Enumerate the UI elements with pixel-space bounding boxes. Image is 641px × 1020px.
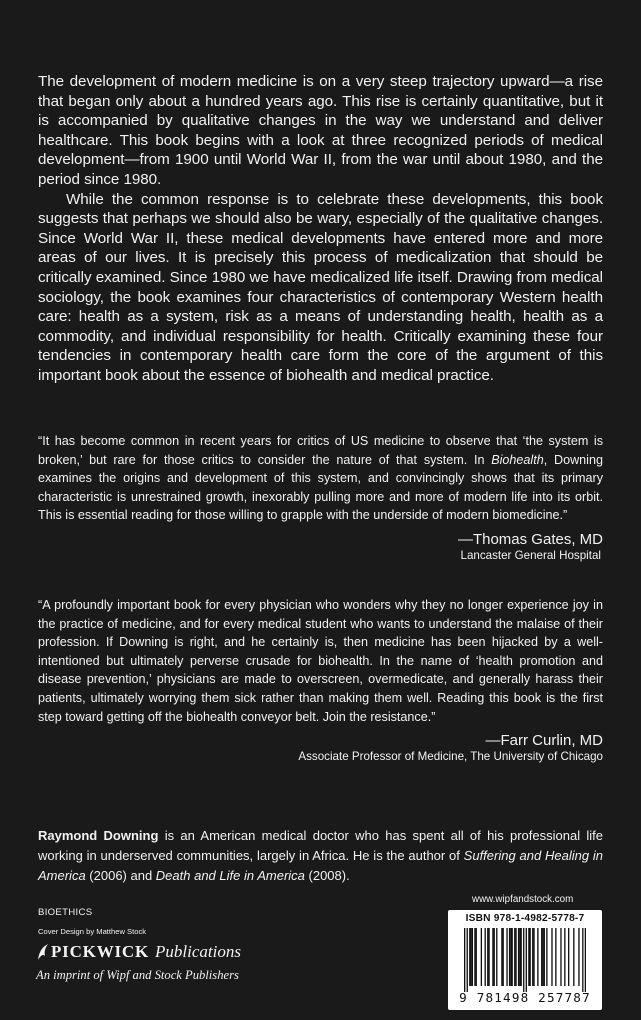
barcode-bar [546,928,547,986]
barcode-bar [481,928,482,986]
publisher-website: www.wipfandstock.com [472,894,574,905]
isbn-label: ISBN 978-1-4982-5778-7 [465,913,585,924]
barcode-bar [476,928,477,986]
barcode-bars [464,928,586,992]
barcode-bar [582,928,583,992]
barcode-bar [526,928,527,992]
book-description [38,72,603,386]
barcode-bar [510,928,511,986]
barcode-bar [585,928,586,992]
barcode-bar [469,928,470,986]
pickwick-bird-icon [36,942,50,962]
barcode-bar [519,928,520,986]
barcode-bar [494,928,495,986]
endorsement-2-affiliation: Associate Professor of Medicine, The University of Chicago [298,750,603,764]
barcode-bar [487,928,488,986]
barcode-bar [472,928,473,986]
endorsement-1-affiliation: Lancaster General Hospital [460,548,601,562]
barcode-bar [464,928,465,992]
isbn-barcode [448,910,602,1010]
barcode-bar [537,928,538,986]
endorsement-1-text: “It has become common in recent years for critics of US medicine to observe that ‘the system is broken,’ but rare for those critics to consider the nature of that system. In Biohealth, Downing examines the origins and development of this system, and convincingly shows that its primary characteristic is unrestrained growth, inexorably pulling more and more of modern life into its orbit. This is essential reading for those willing to grapple with the underside of modern biomedicine.” [38,434,603,523]
barcode-bar [470,928,471,986]
barcode-bar [568,928,569,986]
barcode-bar [542,928,543,986]
barcode-bar [578,928,579,986]
prior-book-2: Death and Life in America [155,868,305,883]
endorsement-2-name: —Farr Curlin, MD [485,732,603,750]
endorsement-1 [38,432,603,563]
barcode-digits: 9 781498 257787 [459,990,591,1005]
barcode-bar [501,928,502,986]
description-paragraph-1: The development of modern medicine is on a very steep trajectory upward—a rise that began only about a hundred years ago. This rise is certainly quantitative, but it is accompanied by qualitative changes in the way we understand and deliver healthcare. This book begins with a look at three recognized periods of medical development—from 1900 until World War II, from the war until about 1980, and the period since 1980. [38,73,603,188]
barcode-bar [551,928,552,986]
barcode-bar [515,928,516,986]
barcode-bar [514,928,515,986]
prior-book-1: Suffering and Healing in America [38,848,603,883]
publisher-imprint: An imprint of Wipf and Stock Publishers [36,968,239,982]
endorsement-2-text: “A profoundly important book for every physician who wonders why they no longer experience joy in the practice of medicine, and for every medical student who wants to understand the malaise of their profession. If Downing is right, and he certainly is, then medicine has been hijacked by a well-intentioned but ultimately perverse crusade for biohealth. In the name of ‘health promotion and disease prevention,’ physicians are made to overscreen, overmedicate, and generally harass their patients, ultimately worrying them sick rather than making them well. Reading this book is the first step toward getting off the biohealth conveyor belt. Join the resistance.” [38,598,603,724]
description-paragraph-2: While the common response is to celebrate these developments, this book suggests that perhaps we should also be wary, especially of the qualitative changes. Since World War II, these medical developments have entered more and more areas of our lives. It is precisely this process of medicalization that should be critically examined. Since 1980 we have medicalized life itself. Drawing from medical sociology, the book examines four characteristics of contemporary Western health care: health as a system, risk as a means of understanding health, health as a commodity, and individual responsibility for health. Critically examining these four tendencies in contemporary health care form the core of the argument of this important book about the essence of biohealth and medical practice. [38,190,603,384]
endorsement-2 [38,596,603,764]
barcode-bar [528,928,529,986]
author-name: Raymond Downing [38,828,159,843]
barcode-bar [533,928,534,986]
barcode-bar [532,928,533,986]
barcode-bar [541,928,542,986]
barcode-bar [521,928,522,986]
publisher-logo [36,942,298,983]
barcode-bar [503,928,504,986]
barcode-bar [518,928,519,986]
barcode-bar [573,928,574,986]
barcode-bar [474,928,475,986]
barcode-bar [555,928,556,986]
barcode-bar [529,928,530,986]
cover-design-credit: Cover Design by Matthew Stock [38,927,147,936]
barcode-bar [506,928,507,986]
publisher-name: PICKWICK [51,942,150,961]
barcode-bar [509,928,510,986]
barcode-bar [496,928,497,986]
barcode-bar [544,928,545,986]
barcode-bar [485,928,486,986]
category-label: BIOETHICS [38,907,93,918]
barcode-bar [488,928,489,986]
barcode-bar [560,928,561,986]
publisher-subtitle: Publications [155,942,241,961]
barcode-bar [492,928,493,986]
book-title-italic: Biohealth [491,452,544,467]
endorsement-1-name: —Thomas Gates, MD [457,530,603,548]
barcode-bar [467,928,468,992]
author-bio: Raymond Downing is an American medical doctor who has spent all of his professional life working in underserved communities, largely in Africa. He is the author of Suffering and Healing in America (2006) and Death and Life in America (2008). [38,828,603,883]
barcode-bar [523,928,524,992]
barcode-bar [512,928,513,986]
barcode-bar [564,928,565,986]
